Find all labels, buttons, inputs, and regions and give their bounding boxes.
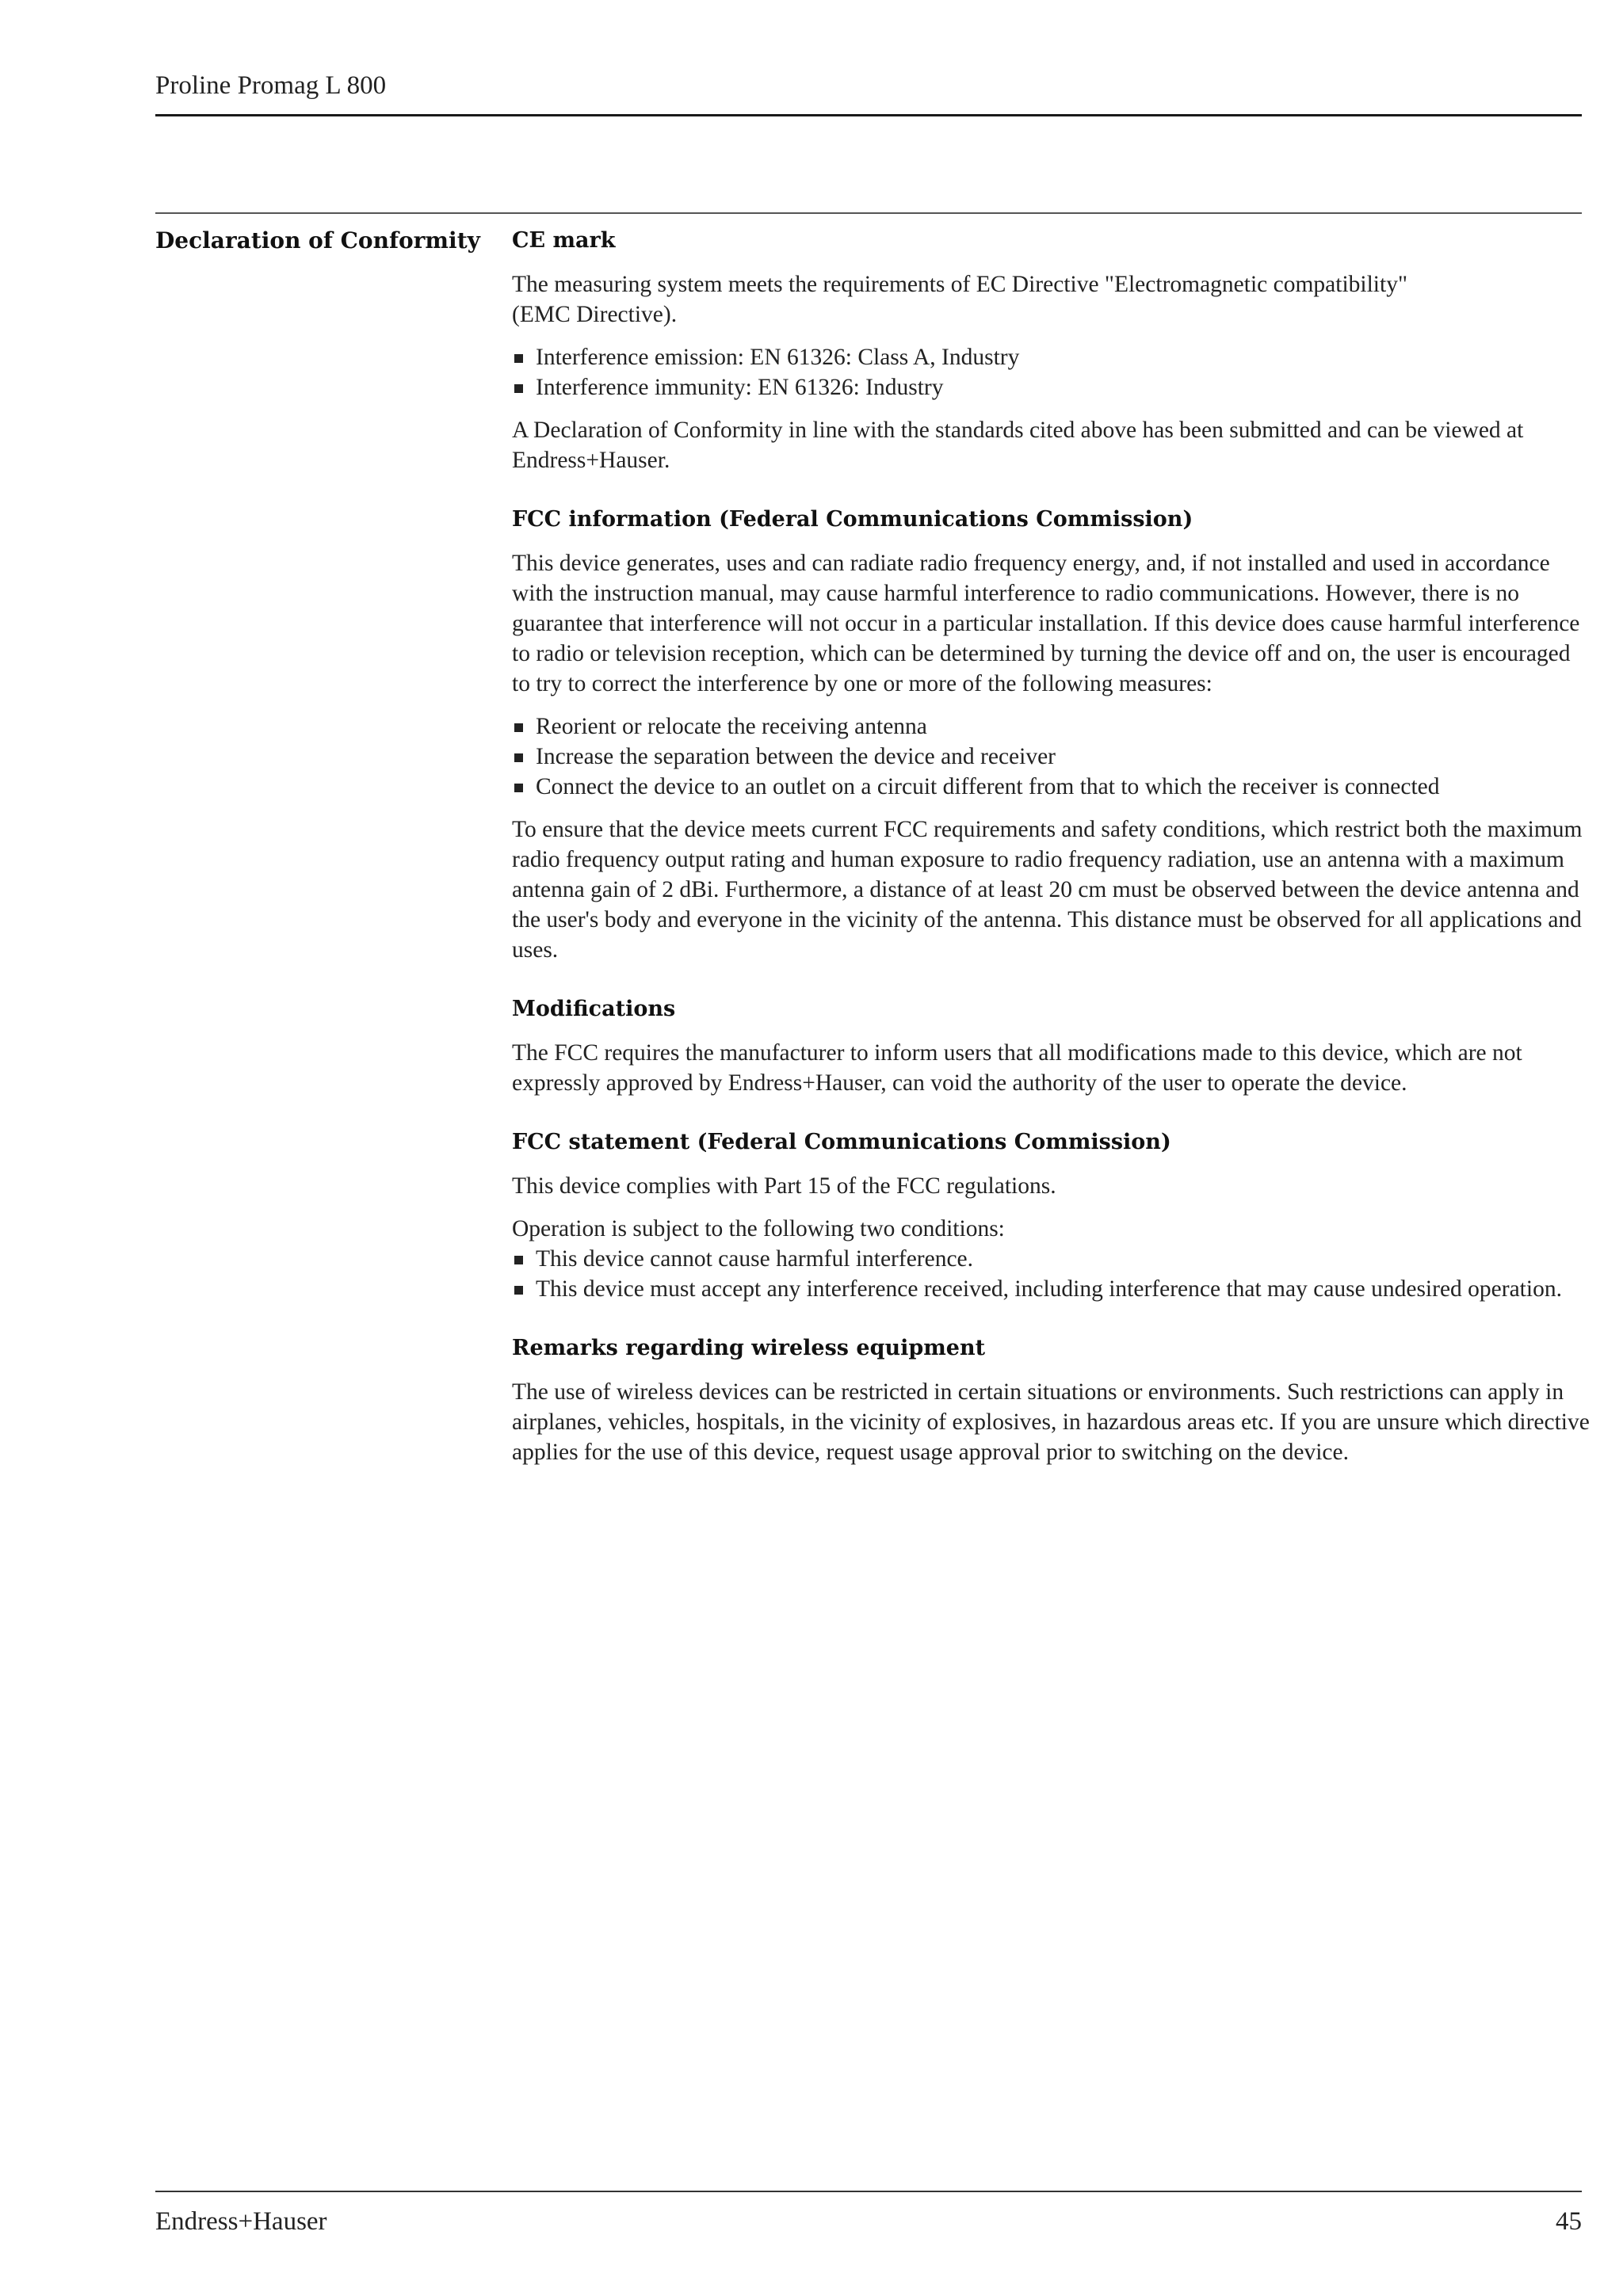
wireless-heading: Remarks regarding wireless equipment [512,1336,986,1360]
fcc-information-heading: FCC information (Federal Communications Commission) [512,507,1193,532]
ce-mark-heading: CE mark [512,228,616,253]
fcc-conditions-intro: Operation is subject to the following two conditions: [512,1216,1005,1241]
fcc-compliance-text: This device complies with Part 15 of the FCC regulations. [512,1173,1056,1199]
page-header-title: Proline Promag L 800 [155,71,387,100]
ce-mark-intro-line1: The measuring system meets the requirements of EC Directive "Electromagnetic compatibility" [512,272,1407,297]
ce-mark-intro [512,269,1590,330]
wireless-paragraph: The use of wireless devices can be restricted in certain situations or environments. Such restrictions can apply in airplanes, vehicles, hospitals, in the vicinity of explosives, in hazardous areas etc. If you are unsure which directive applies for the use of this device, request usage approval prior to switching on the device. [512,1379,1590,1465]
list-item: This device cannot cause harmful interference. [512,1244,1590,1274]
header-rule [155,114,1582,116]
fcc-exposure-paragraph: To ensure that the device meets current FCC requirements and safety conditions, which restrict both the maximum radio frequency output rating and human exposure to radio frequency radiation, use an antenna with a maximum antenna gain of 2 dBi. Furthermore, a distance of at least 20 cm must be observed between the device antenna and the user's body and everyone in the vicinity of the antenna. This distance must be observed for all applications and uses. [512,817,1583,963]
list-item: Increase the separation between the device and receiver [512,742,1590,772]
ce-mark-list [512,342,1590,402]
fcc-statement-heading: FCC statement (Federal Communications Commission) [512,1130,1171,1154]
fcc-information-paragraph: This device generates, uses and can radiate radio frequency energy, and, if not installed and used in accordance with the instruction manual, may cause harmful interference to radio communications. However, there is no guarantee that interference will not occur in a particular installation. If this device does cause harmful interference to radio or television reception, which can be determined by turning the device off and on, the user is encouraged to try to correct the interference by one or more of the following measures: [512,551,1580,696]
page-number: 45 [1556,2207,1582,2236]
modifications-heading: Modifications [512,997,676,1021]
section-rule [155,212,1582,214]
list-item: This device must accept any interference received, including interference that may cause undesired operation. [512,1274,1590,1304]
footer-company: Endress+Hauser [155,2207,327,2236]
list-item: Reorient or relocate the receiving antenna [512,711,1590,742]
fcc-conditions-list [512,1244,1590,1304]
footer-rule [155,2191,1582,2192]
modifications-paragraph: The FCC requires the manufacturer to inform users that all modifications made to this device, which are not expressly approved by Endress+Hauser, can void the authority of the user to operate the device. [512,1040,1522,1096]
section-label: Declaration of Conformity [155,227,480,254]
fcc-measures-list [512,711,1590,802]
list-item: Interference immunity: EN 61326: Industry [512,372,1590,402]
list-item: Connect the device to an outlet on a circuit different from that to which the receiver is connected [512,772,1590,802]
list-item: Interference emission: EN 61326: Class A, Industry [512,342,1590,372]
ce-mark-declaration: A Declaration of Conformity in line with the standards cited above has been submitted and can be viewed at Endress+Hauser. [512,418,1524,473]
main-content [512,225,1590,1480]
ce-mark-intro-line2: (EMC Directive). [512,302,678,327]
